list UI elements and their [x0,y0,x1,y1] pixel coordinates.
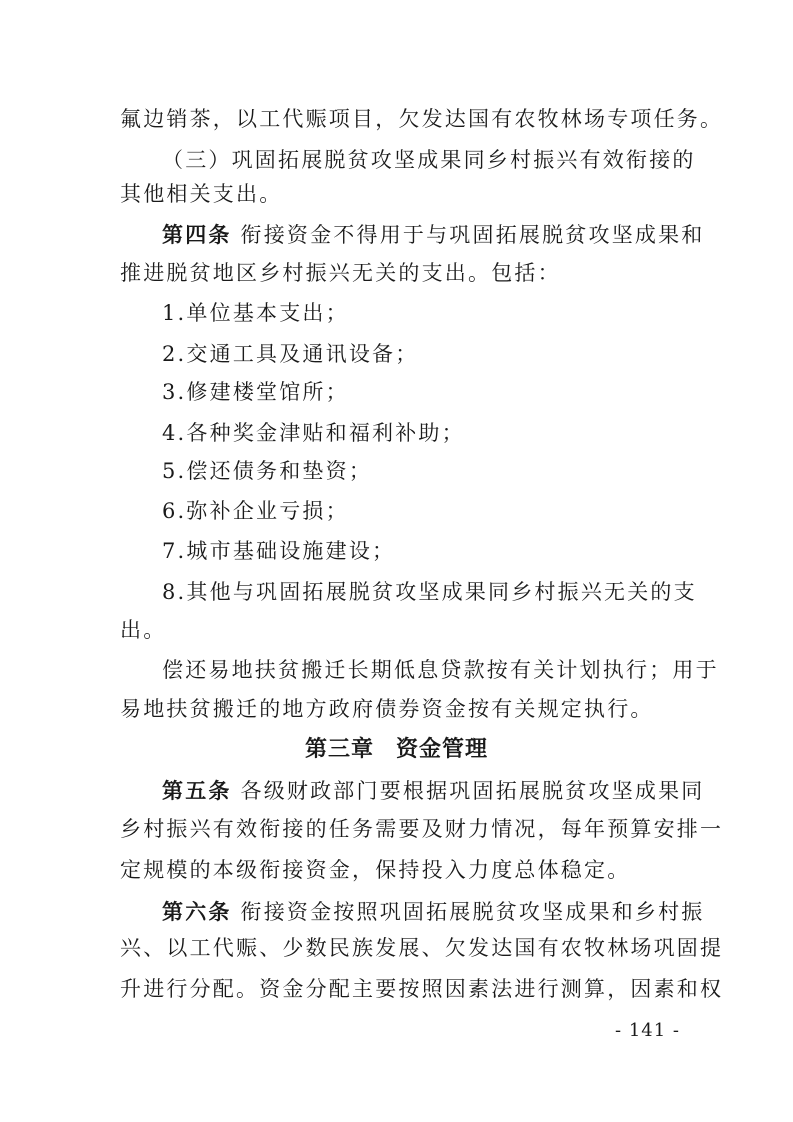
chapter-number: 第三章 [304,737,374,762]
article-5-label: 第五条 [162,778,232,803]
article-4-paragraph [162,220,705,250]
text-line-23: 升进行分配。资金分配主要按照因素法进行测算，因素和权 [120,977,724,1001]
text-line-19: 乡村振兴有效衔接的任务需要及财力情况，每年预算安排一 [120,817,724,841]
chapter-title: 资金管理 [396,737,489,762]
text-line-3: 其他相关支出。 [120,182,283,206]
article-6-paragraph [162,897,705,927]
article-4-label: 第四条 [162,222,232,247]
list-item-2: 2.交通工具及通讯设备； [162,342,419,366]
text-line-15: 偿还易地扶贫搬迁长期低息贷款按有关计划执行；用于 [162,658,719,682]
text-line-1: 氟边销茶，以工代赈项目，欠发达国有农牧林场专项任务。 [120,107,724,131]
list-item-4: 4.各种奖金津贴和福利补助； [162,421,465,445]
list-item-5: 5.偿还债务和垫资； [162,459,373,483]
text-line-16: 易地扶贫搬迁的地方政府债券资金按有关规定执行。 [120,697,654,721]
list-item-6: 6.弥补企业亏损； [162,499,349,523]
list-item-3: 3.修建楼堂馆所； [162,380,349,404]
text-line-22: 兴、以工代赈、少数民族发展、欠发达国有农牧林场巩固提 [120,936,724,960]
chapter-heading [0,735,793,765]
article-6-text: 衔接资金按照巩固拓展脱贫攻坚成果和乡村振 [240,900,705,924]
text-line-5: 推进脱贫地区乡村振兴无关的支出。包括： [120,261,561,285]
page-number: - 141 - [615,1020,680,1041]
list-item-8: 8.其他与巩固拓展脱贫攻坚成果同乡村振兴无关的支 [162,580,697,604]
article-5-text: 各级财政部门要根据巩固拓展脱贫攻坚成果同 [240,779,705,803]
list-item-8-continued: 出。 [120,618,167,642]
text-line-2: （三）巩固拓展脱贫攻坚成果同乡村振兴有效衔接的 [162,148,696,172]
article-5-paragraph [162,776,705,806]
article-6-label: 第六条 [162,899,232,924]
article-4-text: 衔接资金不得用于与巩固拓展脱贫攻坚成果和 [240,223,705,247]
list-item-1: 1.单位基本支出； [162,301,349,325]
list-item-7: 7.城市基础设施建设； [162,539,396,563]
text-line-20: 定规模的本级衔接资金，保持投入力度总体稳定。 [120,858,631,882]
